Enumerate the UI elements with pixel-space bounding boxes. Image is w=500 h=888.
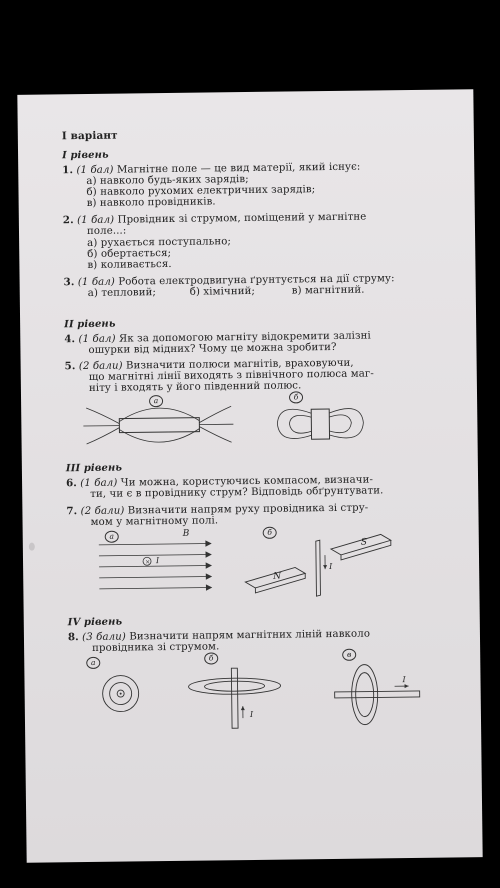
conductor-rod (316, 540, 321, 596)
q2-option-c: в) коливається. (87, 258, 172, 271)
block-magnet (311, 409, 329, 439)
q8-figure-a-label: а (86, 657, 100, 669)
q5-text: Визначити полюси магнітів, враховуючи, (125, 357, 354, 372)
q8-horizontal-wire-diagram (324, 660, 425, 731)
q5-number: 5. (64, 360, 76, 373)
q7-current-label-b: I (329, 562, 333, 572)
q1-points: (1 бал) (76, 164, 114, 177)
q3-option-b: б) хімічний; (189, 285, 256, 298)
q5-block-magnet-diagram (269, 400, 380, 451)
q4-text-line2: ошурки від мідних? Чому це можна зробити? (88, 341, 337, 356)
q2-points: (1 бал) (76, 214, 115, 227)
q3-option-a: а) тепловий; (87, 287, 157, 299)
q8-figure-b-label: б (204, 652, 218, 664)
q8-figure-c-label: в (342, 649, 356, 661)
q8-vertical-wire-diagram (184, 668, 285, 729)
q1-option-c: в) навколо провідників. (86, 196, 216, 209)
q5-text-line2: що магнітні лінії виходять з північного полюса маг- (88, 368, 374, 383)
q3-points: (1 бал) (77, 276, 116, 289)
q8-text: Визначити напрям магнітних ліній навколо (129, 628, 371, 643)
q5-figure-a-label: а (149, 395, 163, 407)
q7-field-lines-diagram (95, 540, 216, 591)
punch-hole (29, 543, 35, 551)
q7-field-label-B: B (182, 528, 190, 539)
q5-text-line3: ніту і входять у його південний полюс. (88, 380, 302, 394)
variant-title: І варіант (61, 129, 118, 143)
q6-number: 6. (66, 477, 77, 490)
q2-option-b: б) обертається; (87, 247, 172, 260)
q8-concentric-field-diagram (94, 673, 155, 718)
q6-text: Чи можна, користуючись компасом, визначи- (120, 474, 374, 489)
level-3-heading: ІІІ рівень (65, 462, 123, 475)
q2-option-a: а) рухається поступально; (87, 236, 232, 249)
q2-number: 2. (62, 214, 74, 227)
q6-text-line2: ти, чи є в провіднику струм? Відповідь обґрунтувати. (90, 485, 384, 500)
q1-number: 1. (62, 164, 74, 177)
q1-option-b: б) навколо рухомих електричних зарядів; (86, 184, 316, 198)
q8-current-label-b: I (249, 709, 254, 720)
question-2 (63, 212, 367, 227)
q7-text: Визначити напрям руху провідника зі стру- (127, 502, 369, 517)
q7-points: (2 бали) (80, 505, 125, 518)
q7-magnet-poles-diagram (241, 530, 392, 602)
q7-pole-S: S (360, 537, 368, 548)
bar-magnet (119, 418, 199, 433)
q8-points: (3 бали) (82, 631, 127, 644)
q2-text-line2: поле...: (86, 225, 127, 237)
q5-bar-magnet-diagram (81, 402, 232, 454)
level-2-heading: ІІ рівень (64, 318, 116, 331)
svg-text:×: × (145, 558, 151, 566)
q3-option-c: в) магнітний. (291, 284, 365, 297)
q7-number: 7. (66, 505, 78, 518)
q4-text: Як за допомогою магніту відокремити залізні (118, 330, 371, 345)
q1-text: Магнітне поле — це вид матерії, який існує: (116, 161, 361, 176)
q7-pole-N: N (273, 571, 282, 582)
level-1-heading: І рівень (62, 149, 109, 162)
level-4-heading: IV рівень (67, 616, 123, 629)
q7-figure-b-label: б (263, 527, 277, 539)
q7-figure-a-label: а (105, 531, 119, 543)
q7-text-line2: мом у магнітному полі. (90, 515, 219, 528)
q4-points: (1 бал) (78, 333, 116, 346)
q7-current-label-a: I (155, 556, 160, 566)
q6-points: (1 бал) (80, 477, 118, 490)
q3-number: 3. (63, 276, 75, 289)
q8-text-line2: провідника зі струмом. (92, 641, 220, 654)
vertical-wire (231, 668, 238, 728)
q2-text: Провідник зі струмом, поміщений у магнітне (117, 211, 367, 226)
worksheet-page (17, 89, 482, 863)
q4-number: 4. (64, 333, 76, 346)
q5-points: (2 бали) (78, 360, 123, 373)
q1-option-a: а) навколо будь-яких зарядів; (86, 173, 249, 187)
q8-number: 8. (67, 631, 79, 644)
q5-figure-b-label: б (289, 391, 303, 403)
q8-current-label-c: I (402, 675, 406, 685)
q3-text: Робота електродвигуна ґрунтується на дії струму: (118, 273, 395, 288)
